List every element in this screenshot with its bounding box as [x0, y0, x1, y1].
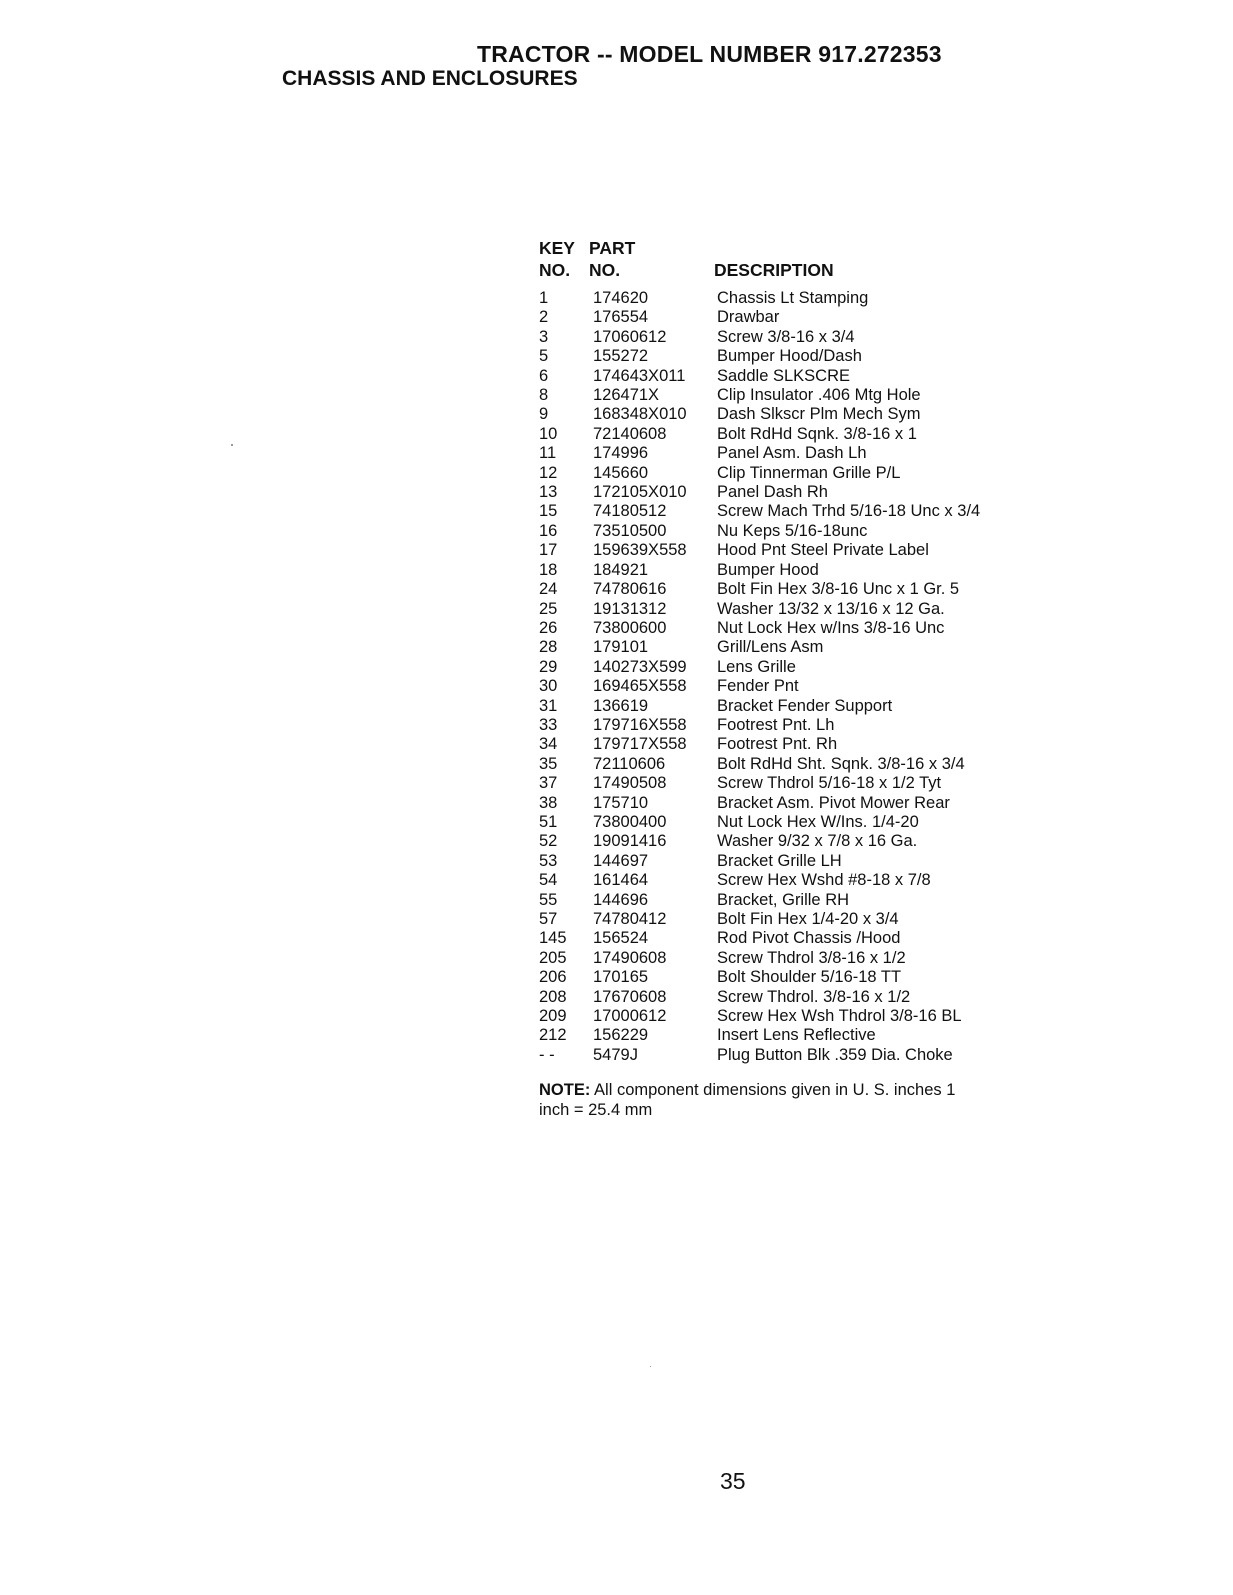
- key-no-cell: 10: [539, 424, 558, 443]
- key-no-cell: 52: [539, 832, 558, 851]
- parts-row: [539, 910, 1009, 929]
- key-no-cell: 11: [539, 444, 557, 463]
- part-no-cell: 168348X010: [593, 405, 687, 424]
- description-cell: Bolt Shoulder 5/16-18 TT: [717, 968, 902, 987]
- part-no-cell: 19091416: [593, 832, 667, 851]
- description-cell: Drawbar: [717, 308, 780, 327]
- part-no-cell: 17000612: [593, 1007, 667, 1026]
- description-cell: Bolt RdHd Sqnk. 3/8-16 x 1: [717, 424, 917, 443]
- part-no-cell: 174620: [593, 289, 649, 307]
- key-no-cell: 18: [539, 560, 558, 579]
- part-no-cell: 17060612: [593, 327, 667, 346]
- parts-row: [539, 600, 1009, 619]
- key-no-header-line1: KEY: [539, 238, 575, 258]
- part-no-cell: 74780412: [593, 910, 667, 928]
- parts-list: [539, 236, 1009, 1065]
- key-no-cell: 26: [539, 618, 558, 637]
- note-text: All component dimensions given in U. S. inches 1 inch = 25.4 mm: [539, 1081, 956, 1119]
- part-no-cell: 159639X558: [593, 541, 687, 560]
- parts-row: [539, 988, 1009, 1007]
- description-cell: Rod Pivot Chassis /Hood: [717, 929, 901, 948]
- parts-row: [539, 464, 1009, 483]
- key-no-cell: - -: [539, 1045, 555, 1064]
- part-no-cell: 17490608: [593, 948, 667, 967]
- key-no-cell: 53: [539, 851, 558, 870]
- description-cell: Washer 13/32 x 13/16 x 12 Ga.: [717, 599, 945, 618]
- parts-rows: [539, 289, 1009, 1065]
- key-no-cell: 30: [539, 677, 558, 696]
- description-header: DESCRIPTION: [714, 260, 834, 280]
- key-no-cell: 34: [539, 735, 558, 754]
- dimensions-note: [539, 1080, 959, 1120]
- description-cell: Bumper Hood/Dash: [717, 347, 862, 366]
- scan-speck: [650, 1366, 651, 1367]
- key-no-cell: 35: [539, 754, 558, 773]
- key-no-cell: 28: [539, 638, 558, 657]
- note-label: NOTE:: [539, 1081, 591, 1099]
- description-cell: Grill/Lens Asm: [717, 638, 824, 657]
- parts-row: [539, 968, 1009, 987]
- description-cell: Nut Lock Hex W/Ins. 1/4-20: [717, 812, 919, 831]
- key-no-header-line2: NO.: [539, 260, 571, 280]
- key-no-cell: 12: [539, 463, 558, 482]
- parts-row: [539, 697, 1009, 716]
- part-no-cell: 179717X558: [593, 735, 687, 754]
- parts-row: [539, 677, 1009, 696]
- description-cell: Footrest Pnt. Rh: [717, 735, 838, 754]
- parts-row: [539, 405, 1009, 424]
- key-no-cell: 2: [539, 308, 549, 327]
- part-no-cell: 74780616: [593, 580, 667, 599]
- part-no-cell: 17490508: [593, 774, 667, 793]
- part-no-cell: 145660: [593, 463, 649, 482]
- key-no-cell: 208: [539, 987, 567, 1006]
- description-cell: Screw Mach Trhd 5/16-18 Unc x 3/4: [717, 502, 981, 521]
- part-no-cell: 74180512: [593, 502, 667, 521]
- part-no-cell: 156229: [593, 1026, 649, 1045]
- parts-row: [539, 541, 1009, 560]
- parts-row: [539, 502, 1009, 521]
- parts-row: [539, 619, 1009, 638]
- key-no-cell: 212: [539, 1026, 567, 1045]
- part-no-cell: 144697: [593, 851, 649, 870]
- description-cell: Footrest Pnt. Lh: [717, 715, 835, 734]
- parts-row: [539, 444, 1009, 463]
- key-no-cell: 5: [539, 347, 549, 366]
- description-cell: Dash Slkscr Plm Mech Sym: [717, 405, 921, 424]
- part-no-cell: 17670608: [593, 987, 667, 1006]
- part-no-cell: 174643X011: [593, 366, 686, 385]
- key-no-cell: 209: [539, 1007, 567, 1026]
- parts-row: [539, 1046, 1009, 1065]
- parts-row: [539, 852, 1009, 871]
- part-no-header-line1: PART: [589, 238, 636, 258]
- parts-row: [539, 929, 1009, 948]
- key-no-cell: 29: [539, 657, 558, 676]
- description-cell: Nut Lock Hex w/Ins 3/8-16 Unc: [717, 618, 945, 637]
- key-no-cell: 57: [539, 910, 558, 928]
- part-no-cell: 136619: [593, 696, 649, 715]
- parts-row: [539, 774, 1009, 793]
- part-no-cell: 179716X558: [593, 715, 687, 734]
- description-cell: Screw Hex Wshd #8-18 x 7/8: [717, 871, 931, 890]
- key-no-cell: 31: [539, 696, 558, 715]
- part-no-cell: 172105X010: [593, 483, 687, 502]
- parts-row: [539, 638, 1009, 657]
- parts-row: [539, 386, 1009, 405]
- description-cell: Bumper Hood: [717, 560, 819, 579]
- description-cell: Bracket Fender Support: [717, 696, 893, 715]
- description-cell: Saddle SLKSCRE: [717, 366, 850, 385]
- part-no-header-line2: NO.: [589, 260, 621, 280]
- parts-row: [539, 891, 1009, 910]
- part-no-cell: 73510500: [593, 521, 667, 540]
- part-no-cell: 72110606: [593, 754, 666, 773]
- parts-row: [539, 716, 1009, 735]
- description-cell: Plug Button Blk .359 Dia. Choke: [717, 1045, 953, 1064]
- parts-row: [539, 794, 1009, 813]
- parts-row: [539, 580, 1009, 599]
- description-cell: Bracket Asm. Pivot Mower Rear: [717, 793, 950, 812]
- description-cell: Screw 3/8-16 x 3/4: [717, 327, 855, 346]
- key-no-cell: 24: [539, 580, 558, 599]
- key-no-cell: 37: [539, 774, 558, 793]
- key-no-cell: 25: [539, 599, 558, 618]
- part-no-cell: 126471X: [593, 386, 660, 405]
- parts-row: [539, 813, 1009, 832]
- part-no-cell: 144696: [593, 890, 649, 909]
- page-number: 35: [720, 1468, 746, 1494]
- description-cell: Clip Insulator .406 Mtg Hole: [717, 386, 921, 405]
- description-cell: Bolt Fin Hex 3/8-16 Unc x 1 Gr. 5: [717, 580, 960, 599]
- description-cell: Panel Dash Rh: [717, 483, 828, 502]
- key-no-cell: 8: [539, 386, 549, 405]
- key-no-cell: 13: [539, 483, 558, 502]
- description-cell: Bracket Grille LH: [717, 851, 842, 870]
- description-cell: Bolt RdHd Sht. Sqnk. 3/8-16 x 3/4: [717, 754, 965, 773]
- parts-row: [539, 483, 1009, 502]
- parts-row: [539, 425, 1009, 444]
- description-cell: Hood Pnt Steel Private Label: [717, 541, 929, 560]
- description-cell: Screw Thdrol 5/16-18 x 1/2 Tyt: [717, 774, 942, 793]
- key-no-cell: 54: [539, 871, 558, 890]
- description-cell: Panel Asm. Dash Lh: [717, 444, 867, 463]
- key-no-cell: 51: [539, 812, 558, 831]
- key-no-cell: 9: [539, 405, 549, 424]
- key-no-cell: 205: [539, 948, 567, 967]
- parts-row: [539, 289, 1009, 308]
- parts-row: [539, 1026, 1009, 1045]
- parts-row: [539, 735, 1009, 754]
- part-no-cell: 19131312: [593, 599, 667, 618]
- parts-row: [539, 308, 1009, 327]
- parts-row: [539, 832, 1009, 851]
- description-cell: Insert Lens Reflective: [717, 1026, 876, 1045]
- part-no-cell: 5479J: [593, 1045, 638, 1064]
- parts-row: [539, 755, 1009, 774]
- part-no-cell: 73800600: [593, 618, 667, 637]
- description-cell: Bolt Fin Hex 1/4-20 x 3/4: [717, 910, 899, 928]
- key-no-cell: 38: [539, 793, 558, 812]
- key-no-cell: 1: [539, 289, 549, 307]
- description-cell: Washer 9/32 x 7/8 x 16 Ga.: [717, 832, 918, 851]
- part-no-cell: 140273X599: [593, 657, 687, 676]
- section-subtitle: CHASSIS AND ENCLOSURES: [282, 67, 578, 90]
- description-cell: Clip Tinnerman Grille P/L: [717, 463, 901, 482]
- parts-row: [539, 871, 1009, 890]
- part-no-cell: 175710: [593, 793, 649, 812]
- description-cell: Chassis Lt Stamping: [717, 289, 869, 307]
- key-no-cell: 55: [539, 890, 558, 909]
- page-title: TRACTOR -- MODEL NUMBER 917.272353: [477, 41, 942, 67]
- key-no-cell: 33: [539, 715, 558, 734]
- part-no-cell: 169465X558: [593, 677, 687, 696]
- description-cell: Screw Thdrol 3/8-16 x 1/2: [717, 948, 906, 967]
- parts-row: [539, 328, 1009, 347]
- key-no-cell: 15: [539, 502, 558, 521]
- description-cell: Nu Keps 5/16-18unc: [717, 521, 868, 540]
- parts-row: [539, 561, 1009, 580]
- parts-row: [539, 347, 1009, 366]
- key-no-cell: 145: [539, 929, 567, 948]
- description-cell: Screw Hex Wsh Thdrol 3/8-16 BL: [717, 1007, 962, 1026]
- part-no-cell: 73800400: [593, 812, 667, 831]
- parts-row: [539, 658, 1009, 677]
- parts-list-header: [539, 236, 1009, 289]
- part-no-cell: 170165: [593, 968, 649, 987]
- part-no-cell: 161464: [593, 871, 649, 890]
- part-no-cell: 174996: [593, 444, 649, 463]
- part-no-cell: 179101: [593, 638, 649, 657]
- part-no-cell: 155272: [593, 347, 649, 366]
- part-no-cell: 176554: [593, 308, 649, 327]
- part-no-cell: 184921: [593, 560, 649, 579]
- description-cell: Fender Pnt: [717, 677, 799, 696]
- key-no-cell: 6: [539, 366, 549, 385]
- part-no-cell: 156524: [593, 929, 649, 948]
- description-cell: Bracket, Grille RH: [717, 890, 850, 909]
- key-no-cell: 3: [539, 327, 549, 346]
- scan-speck: [231, 444, 233, 446]
- description-cell: Lens Grille: [717, 657, 796, 676]
- parts-row: [539, 522, 1009, 541]
- parts-row: [539, 949, 1009, 968]
- key-no-cell: 206: [539, 968, 567, 987]
- key-no-cell: 16: [539, 521, 558, 540]
- part-no-cell: 72140608: [593, 424, 667, 443]
- key-no-cell: 17: [539, 541, 558, 560]
- description-cell: Screw Thdrol. 3/8-16 x 1/2: [717, 987, 911, 1006]
- parts-row: [539, 367, 1009, 386]
- parts-row: [539, 1007, 1009, 1026]
